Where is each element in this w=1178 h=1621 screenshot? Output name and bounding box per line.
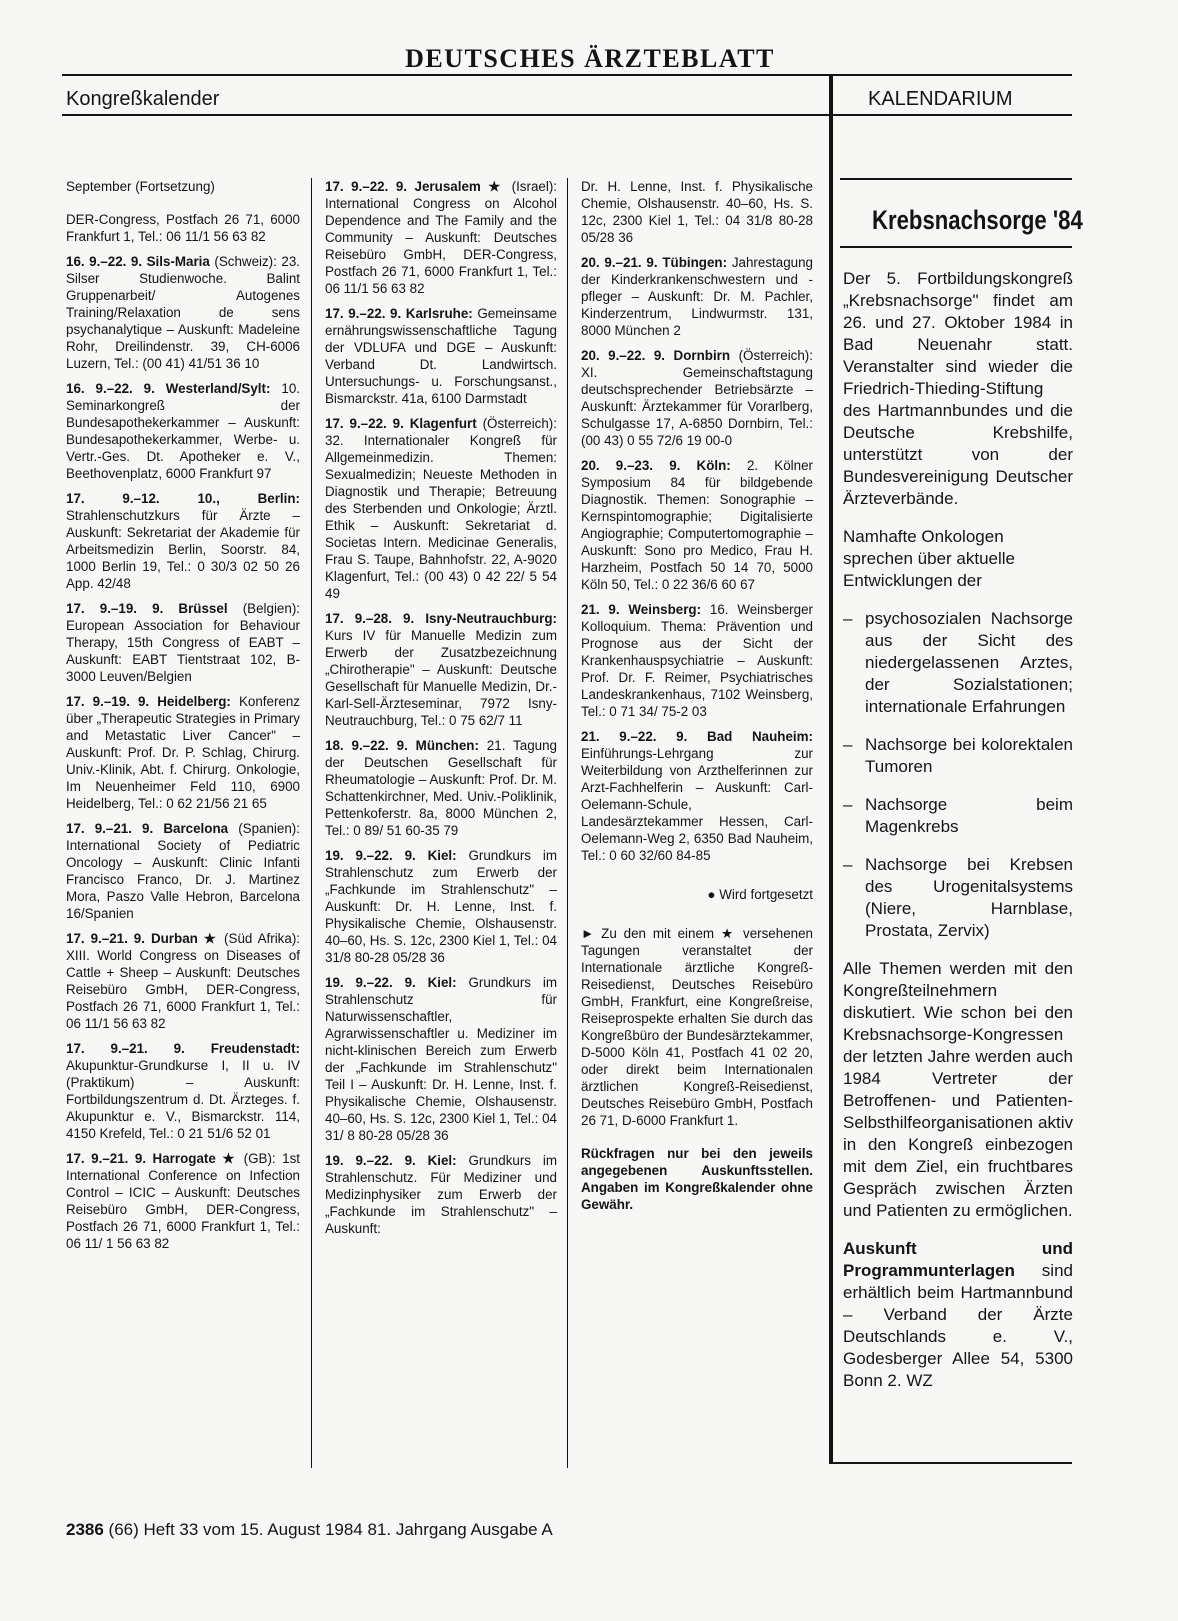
contact-paragraph: Auskunft und Programmunterlagen sind erhältlich beim Hartmannbund – Verband der Ärzte Deutschlands e. V., Godesberger Allee 54, 5300 Bonn 2. WZ	[843, 1239, 1073, 1390]
article-paragraph: Alle Themen werden mit den Kongreßteilnehmern diskutiert. Wie schon bei den Krebsnachsorge-Kongressen der letzten Jahre werden auch 1984 Vertreter der Betroffenen- und Patienten-Selbsthilfeorganisationen aktiv in den Kongreß einbezogen mit dem Ziel, ein fruchtbares Gespräch zwischen Ärzten und Patienten zu ermöglichen.	[843, 959, 1073, 1220]
bottom-rule	[829, 1462, 1072, 1464]
column-4	[843, 268, 1073, 1408]
event-entry: Dr. H. Lenne, Inst. f. Physikalische Chemie, Olshausenstr. 40–60, Hs. S. 12c, 2300 Kiel 1, Tel.: 04 31/8 80-28 05/28 36	[581, 179, 813, 245]
event-entry: 17. 9.–21. 9. Freudenstadt: Akupunktur-Grundkurse I, II u. IV (Praktikum) – Auskunft: Fortbildungszentrum d. Dt. Ärzteges. f. Akupunktur e. V., Bismarckstr. 114, 4150 Krefeld, Tel.: 0 21 51/6 52 01	[66, 1041, 300, 1141]
author-signature: WZ	[906, 1371, 933, 1390]
column-2	[325, 178, 557, 1245]
section-title-right: KALENDARIUM	[868, 88, 1013, 110]
topic-list	[843, 608, 1073, 942]
continued-marker: ● Wird fortgesetzt	[707, 887, 813, 902]
page-footer	[66, 1520, 553, 1540]
list-item: – psychosozialen Nachsorge aus der Sicht des niedergelassenen Arztes, der Sozialstationen; internationale Erfahrungen	[843, 608, 1073, 718]
issue-info: (66) Heft 33 vom 15. August 1984 81. Jahrgang Ausgabe A	[103, 1520, 553, 1539]
event-entry: 19. 9.–22. 9. Kiel: Grundkurs im Strahlenschutz für Naturwissenschaftler, Agrarwissenschaftler u. Mediziner im nicht-klinischen Bereich zum Erwerb der „Fachkunde im Strahlenschutz" Teil I – Auskunft: Dr. H. Lenne, Inst. f. Physikalische Chemie, Olshausenstr. 40–60, Hs. S. 12c, 2300 Kiel 1, Tel.: 04 31/ 8 80-28 05/28 36	[325, 975, 557, 1143]
event-entry: 16. 9.–22. 9. Westerland/Sylt: 10. Seminarkongreß der Bundesapothekerkammer – Auskunft: Bundesapothekerkammer, Werbe- u. Vertr.-Ges. Dt. Apotheker e. V., Beethovenplatz, 6000 Frankfurt 97	[66, 381, 300, 481]
column-1	[66, 178, 300, 1260]
masthead-rule	[62, 74, 1072, 76]
column-1-heading: September (Fortsetzung)	[66, 179, 215, 194]
travel-note: ► Zu den mit einem ★ versehenen Tagungen veranstaltet der Internationale ärztliche Kongreß-Reisedienst, Deutsches Reisebüro GmbH, Frankfurt, eine Kongreßreise, Reiseprospekte erhalten Sie durch das Kongreßbüro der Bundesärztekammer, D-5000 Köln 41, Postfach 41 02 20, oder direkt beim Internationalen ärztlichen Kongreß-Reisedienst, Deutsches Reisebüro GmbH, Postfach 26 71, D-6000 Frankfurt 1.	[581, 926, 813, 1128]
disclaimer: Rückfragen nur bei den jeweils angegebenen Auskunftsstellen. Angaben im Kongreßkalender ohne Gewähr.	[581, 1146, 813, 1212]
event-entry: 18. 9.–22. 9. München: 21. Tagung der Deutschen Gesellschaft für Rheumatologie – Auskunft: Prof. Dr. M. Schattenkirchner, Med. Univ.-Poliklinik, Pettenkoferstr. 8a, 8000 München 2, Tel.: 0 89/ 51 60-35 79	[325, 738, 557, 838]
event-entry: 17. 9.–28. 9. Isny-Neutrauchburg: Kurs IV für Manuelle Medizin zum Erwerb der Zusatzbezeichnung „Chirotherapie" – Auskunft: Deutsche Gesellschaft für Manuelle Medizin, Dr.-Karl-Sell-Ärzteseminar, 7972 Isny-Neutrauchburg, Tel.: 0 75 62/7 11	[325, 611, 557, 728]
event-entry: 17. 9.–21. 9. Barcelona (Spanien): International Society of Pediatric Oncology – Auskunft: Clinic Infanti Francisco Franco, Dr. J. Martinez Mora, Paszo Valle Hebron, Barcelona 16/Spanien	[66, 821, 300, 921]
event-entry: 17. 9.–19. 9. Heidelberg: Konferenz über „Therapeutic Strategies in Primary and Metastatic Liver Cancer" – Auskunft: Prof. Dr. P. Schlag, Chirurg. Univ.-Klinik, Abt. f. Chirurg. Onkologie, Im Neuenheimer Feld 110, 6900 Heidelberg, Tel.: 0 62 21/56 21 65	[66, 694, 301, 811]
column-divider-2	[567, 178, 568, 1468]
article-title: Krebsnachsorge '84	[872, 205, 1083, 235]
event-entry: 17. 9.–22. 9. Jerusalem ★ (Israel): International Congress on Alcohol Dependence and The Family and the Community – Auskunft: Deutsches Reisebüro GmbH, DER-Congress, Postfach 26 71, 6000 Frankfurt 1, Tel.: 06 11/1 56 63 82	[325, 179, 558, 296]
event-entry: 17. 9.–22. 9. Klagenfurt (Österreich): 32. Internationaler Kongreß für Allgemeinmedizin. Themen: Sexualmedizin; Neueste Methoden in Diagnostik und Therapie; Betreuung des Sterbenden und Onkologie; Ärztl. Ethik – Auskunft: Sekretariat d. Societas Intern. Medicinae Generalis, Frau S. Taupe, Bahnhofstr. 22, A-9020 Klagenfurt, Tel.: (00 43) 0 42 22/ 5 54 49	[325, 416, 557, 601]
column-3	[581, 178, 813, 1221]
event-entry: 19. 9.–22. 9. Kiel: Grundkurs im Strahlenschutz. Für Mediziner und Medizinphysiker zum Erwerb der „Fachkunde im Strahlenschutz" – Auskunft:	[325, 1153, 557, 1236]
event-entry: 20. 9.–21. 9. Tübingen: Jahrestagung der Kinderkrankenschwestern und -pfleger – Auskunft: Dr. M. Pachler, Kinderzentrum, Lindwurmstr. 131, 8000 München 2	[581, 255, 813, 338]
event-entry: 17. 9.–21. 9. Durban ★ (Süd Afrika): XIII. World Congress on Diseases of Cattle + Sheep – Auskunft: Deutsches Reisebüro GmbH, DER-Congress, Postfach 26 71, 6000 Frankfurt 1, Tel.: 06 11/1 56 63 82	[66, 931, 300, 1031]
masthead: DEUTSCHES ÄRZTEBLATT	[405, 44, 775, 73]
event-entry: 16. 9.–22. 9. Sils-Maria (Schweiz): 23. Silser Studienwoche. Balint Gruppenarbeit/ Autogenes Training/Relaxation de sens psychanalytique – Auskunft: Madeleine Rohr, Dreilindenstr. 39, CH-6006 Luzern, Tel.: (00 41) 41/51 36 10	[66, 254, 300, 371]
event-entry: 17. 9.–21. 9. Harrogate ★ (GB): 1st International Conference on Infection Control – ICIC – Auskunft: Deutsches Reisebüro GmbH, DER-Congress, Postfach 26 71, 6000 Frankfurt 1, Tel.: 06 11/ 1 56 63 82	[66, 1151, 300, 1251]
event-entry: 19. 9.–22. 9. Kiel: Grundkurs im Strahlenschutz zum Erwerb der „Fachkunde im Strahlenschutz" – Auskunft: Dr. H. Lenne, Inst. f. Physikalische Chemie, Olshausenstr. 40–60, Hs. S. 12c, 2300 Kiel 1, Tel.: 04 31/8 80-28 05/28 36	[325, 848, 557, 965]
title-bottom-rule	[840, 246, 1072, 248]
title-top-rule	[840, 178, 1072, 180]
header-bottom-rule	[62, 114, 1072, 116]
list-item: – Nachsorge bei kolorektalen Tumoren	[843, 734, 1073, 778]
event-entry: 21. 9. Weinsberg: 16. Weinsberger Kolloquium. Thema: Prävention und Prognose aus der Sicht der Krankenhauspsychiatrie – Auskunft: Prof. Dr. F. Reimer, Psychiatrisches Landeskrankenhaus, 7102 Weinsberg, Tel.: 0 71 34/ 75-2 03	[581, 602, 813, 719]
column-divider-1	[311, 178, 312, 1468]
page-number: 2386	[66, 1520, 104, 1539]
section-title-left: Kongreßkalender	[66, 88, 220, 110]
event-entry: 17. 9.–19. 9. Brüssel (Belgien): European Association for Behaviour Therapy, 15th Congress of EABT – Auskunft: EABT Tientstraat 102, B-3000 Leuven/Belgien	[66, 601, 301, 684]
list-item: – Nachsorge bei Krebsen des Urogenitalsystems (Niere, Harnblase, Prostata, Zervix)	[843, 854, 1073, 942]
event-entry: 17. 9.–22. 9. Karlsruhe: Gemeinsame ernährungswissenschaftliche Tagung der VDLUFA und DGE – Auskunft: Verband Dt. Landwirtsch. Untersuchungs- u. Forschungsanst., Bismarckstr. 41a, 6100 Darmstadt	[325, 306, 557, 406]
article-paragraph: Namhafte Onkologen sprechen über aktuelle Entwicklungen der	[843, 527, 1016, 590]
event-entry: 20. 9.–22. 9. Dornbirn (Österreich): XI. Gemeinschaftstagung deutschsprechender Betriebsärzte – Auskunft: Ärztekammer für Vorarlberg, Schulgasse 17, A-6850 Dornbirn, Tel.: (00 43) 0 55 72/6 19 00-0	[581, 348, 813, 448]
list-item: – Nachsorge beim Magenkrebs	[843, 794, 1073, 838]
event-entry: 17. 9.–12. 10., Berlin: Strahlenschutzkurs für Ärzte – Auskunft: Sekretariat der Akademie für Arbeitsmedizin Berlin, Soorstr. 84, 1000 Berlin 19, Tel.: 0 30/3 02 50 26 App. 42/48	[66, 491, 300, 591]
event-entry: 21. 9.–22. 9. Bad Nauheim: Einführungs-Lehrgang zur Weiterbildung von Arzthelferinnen zur Arzt-Fachhelferin – Auskunft: Carl-Oelemann-Schule, Landesärztekammer Hessen, Carl-Oelemann-Weg 2, 6350 Bad Nauheim, Tel.: 0 60 32/60 84-85	[581, 729, 813, 863]
event-entry: 20. 9.–23. 9. Köln: 2. Kölner Symposium 84 für bildgebende Diagnostik. Themen: Sonographie – Kernspintomographie; Digitalisierte Angiographie; Computertomographie – Auskunft: Sono pro Medico, Frau H. Harzheim, Postfach 50 14 70, 5000 Köln 50, Tel.: 0 22 36/6 60 67	[581, 458, 813, 592]
article-paragraph: Der 5. Fortbildungskongreß „Krebsnachsorge" findet am 26. und 27. Oktober 1984 in Bad Neuenahr statt. Veranstalter sind wieder die Friedrich-Thieding-Stiftung des Hartmannbundes und die Deutsche Krebshilfe, unterstützt von der Bundesvereinigung Deutscher Ärzteverbände.	[843, 269, 1073, 508]
event-entry: DER-Congress, Postfach 26 71, 6000 Frankfurt 1, Tel.: 06 11/1 56 63 82	[66, 212, 300, 244]
sidebar-divider	[829, 76, 833, 1464]
